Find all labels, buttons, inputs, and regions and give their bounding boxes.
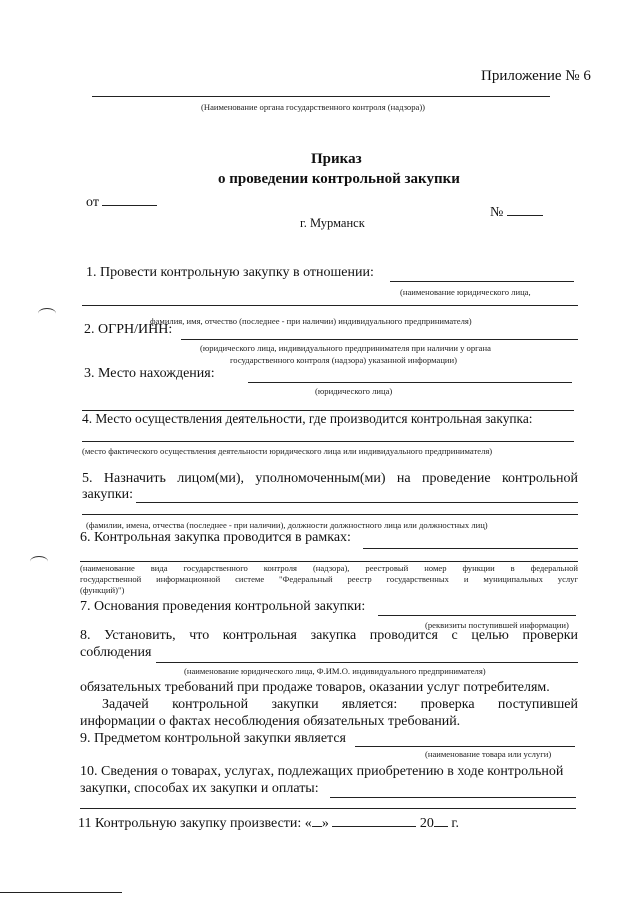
item-4-label: 4. Место осуществления деятельности, где производится контрольная закупка: xyxy=(82,411,533,426)
item-6-caption-3: (функций)") xyxy=(80,585,125,595)
authority-caption: (Наименование органа государственного контроля (надзора)) xyxy=(201,102,426,112)
item-10-line-1: 10. Сведения о товарах, услугах, подлежащих приобретению в ходе контрольной xyxy=(80,764,564,779)
item-1-field-2[interactable] xyxy=(82,305,578,306)
item-10-field-2[interactable] xyxy=(80,808,576,809)
item-9-caption: (наименование товара или услуги) xyxy=(425,749,552,759)
item-9-label: 9. Предметом контрольной закупки является xyxy=(80,731,346,746)
item-1-caption-2: фамилия, имя, отчество (последнее - при наличии) индивидуального предпринимателя) xyxy=(150,316,472,326)
item-8-line-3: обязательных требований при продаже товаров, оказании услуг потребителям. xyxy=(80,680,550,695)
appendix-label: Приложение № 6 xyxy=(481,68,591,84)
item-1-field[interactable] xyxy=(390,281,574,282)
authority-line[interactable] xyxy=(92,96,550,97)
item-7-field[interactable] xyxy=(378,615,576,616)
item-6-caption-1: (наименование вида государственного контроля (надзора), реестровый номер функции в федеральной xyxy=(80,563,578,573)
item-11-quote: » xyxy=(321,816,329,831)
item-8-line-1: 8. Установить, что контрольная закупка проводится с целью проверки xyxy=(80,628,578,643)
item-2-caption-2: государственного контроля (надзора) указанной информации) xyxy=(230,355,457,365)
item-7-caption: (реквизиты поступившей информации) xyxy=(425,620,569,630)
item-1-caption-1: (наименование юридического лица, xyxy=(400,287,531,297)
item-11-label: 11 Контрольную закупку произвести: « xyxy=(78,816,312,831)
item-11-suffix: г. xyxy=(451,816,459,831)
item-5-line-2: закупки: xyxy=(82,487,134,502)
item-11-row xyxy=(78,814,459,832)
item-5-field-2[interactable] xyxy=(82,514,578,515)
item-9-field[interactable] xyxy=(355,746,575,747)
margin-mark xyxy=(30,556,48,567)
date-label xyxy=(86,193,157,211)
item-7-label: 7. Основания проведения контрольной закупки: xyxy=(80,599,366,614)
item-6-field[interactable] xyxy=(363,548,578,549)
number-label-text: № xyxy=(490,205,504,220)
item-11-year-field[interactable] xyxy=(434,814,448,827)
document-title: Приказ xyxy=(311,151,362,167)
item-2-label: 2. ОГРН/ИНН: xyxy=(84,322,173,337)
date-field[interactable] xyxy=(102,193,157,206)
item-3-caption: (юридического лица) xyxy=(315,386,393,396)
item-8-caption: (наименование юридического лица, Ф.ИМ.О. индивидуального предпринимателя) xyxy=(184,666,486,676)
item-8-line-5: информации о фактах несоблюдения обязательных требований. xyxy=(80,714,461,729)
item-2-field[interactable] xyxy=(181,339,578,340)
item-1-label: 1. Провести контрольную закупку в отношении: xyxy=(86,265,374,280)
item-5-caption: (фамилии, имена, отчества (последнее - при наличии), должности должностного лица или должностных лиц) xyxy=(86,520,488,530)
item-11-year-label: 20 xyxy=(419,816,434,831)
footnote-divider xyxy=(0,892,122,893)
item-3-field[interactable] xyxy=(248,382,572,383)
item-5-field[interactable] xyxy=(136,502,578,503)
item-2-caption-1: (юридического лица, индивидуального предпринимателя при наличии у органа xyxy=(200,343,491,353)
item-4-field[interactable] xyxy=(82,441,574,442)
item-6-caption-2: государственной информационной системе "Федеральный реестр государственных и муниципальных услуг xyxy=(80,574,578,584)
item-8-field[interactable] xyxy=(156,662,578,663)
item-3-label: 3. Место нахождения: xyxy=(84,366,215,381)
item-6-label: 6. Контрольная закупка проводится в рамках: xyxy=(80,530,351,545)
number-label xyxy=(490,203,543,221)
item-10-field[interactable] xyxy=(330,797,576,798)
item-11-month-field[interactable] xyxy=(332,814,416,827)
item-8-line-2: соблюдения xyxy=(80,645,152,660)
item-8-line-4: Задачей контрольной закупки является: проверка поступившей xyxy=(102,697,578,712)
item-10-line-2: закупки, способах их закупки и оплаты: xyxy=(80,781,319,796)
item-5-line-1: 5. Назначить лицом(ми), уполномоченным(ми) на проведение контрольной xyxy=(82,471,578,486)
item-6-field-2[interactable] xyxy=(80,561,578,562)
margin-mark xyxy=(38,308,56,319)
document-subtitle: о проведении контрольной закупки xyxy=(218,171,460,187)
item-4-caption: (место фактического осуществления деятельности юридического лица или индивидуального предпринимателя) xyxy=(82,446,493,456)
city-label: г. Мурманск xyxy=(300,216,365,230)
number-field[interactable] xyxy=(507,203,543,216)
date-label-text: от xyxy=(86,195,99,210)
item-11-day-field[interactable] xyxy=(312,814,322,827)
